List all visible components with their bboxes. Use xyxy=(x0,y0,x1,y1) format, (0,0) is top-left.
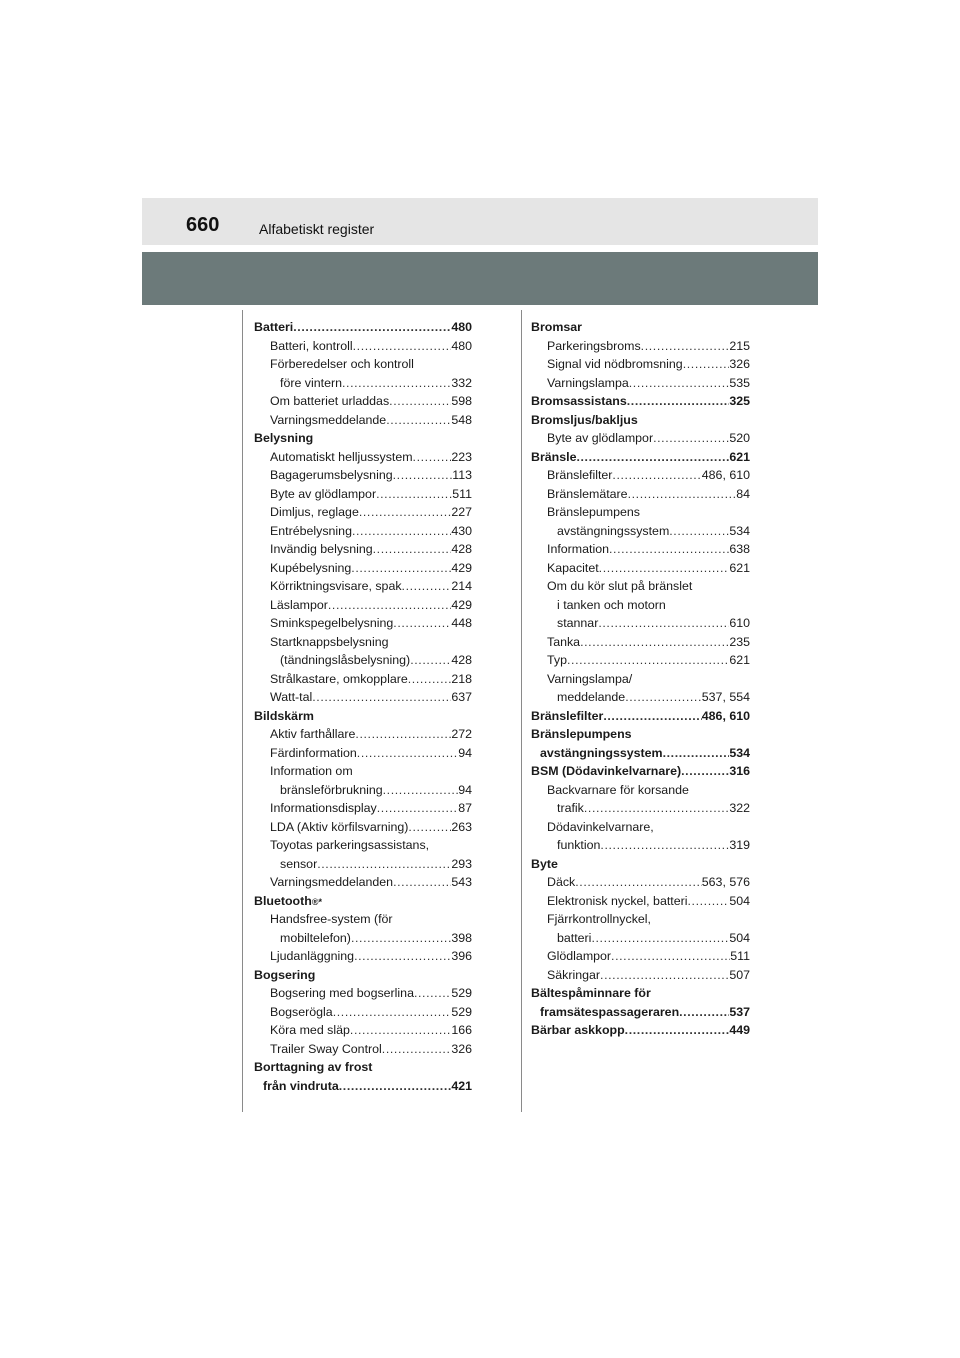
dot-leader xyxy=(414,984,451,1003)
entry-term: Bogsering med bogserlina xyxy=(270,986,414,1000)
entry-page-reference: 272 xyxy=(451,727,472,741)
dot-leader xyxy=(386,411,451,430)
entry-page-reference: 480 xyxy=(451,320,472,334)
entry-page-reference: 520 xyxy=(729,431,750,445)
entry-term: Typ xyxy=(547,653,567,667)
entry-term: Bogserögla xyxy=(270,1004,333,1019)
entry-page-reference: 621 xyxy=(729,653,750,667)
entry-page-reference: 218 xyxy=(451,671,472,686)
index-subentry xyxy=(254,485,472,504)
dot-leader xyxy=(355,725,451,744)
index-entry xyxy=(531,1021,750,1040)
dot-leader xyxy=(408,818,451,837)
entry-term: Körriktningsvisare, spak xyxy=(270,579,402,593)
index-entry xyxy=(531,762,750,781)
entry-term: batteri xyxy=(557,930,592,945)
entry-term: Watt-tal xyxy=(270,690,313,704)
entry-term: Bogsering xyxy=(254,967,316,982)
dot-leader xyxy=(576,448,729,467)
index-subentry xyxy=(254,522,472,541)
entry-term: Strålkastare, omkopplare xyxy=(270,671,408,686)
index-subentry xyxy=(531,873,750,892)
dot-leader xyxy=(339,1077,452,1096)
index-entry xyxy=(531,318,750,337)
index-subentry xyxy=(254,559,472,578)
entry-page-reference: 430 xyxy=(451,523,472,538)
index-subentry xyxy=(254,781,472,800)
dot-leader xyxy=(333,1003,452,1022)
entry-page-reference: 511 xyxy=(730,949,750,963)
entry-term: från vindruta xyxy=(263,1078,339,1093)
index-subentry xyxy=(531,466,750,485)
dot-leader xyxy=(681,762,729,781)
entry-term: Invändig belysning xyxy=(270,542,373,556)
index-subentry xyxy=(531,781,750,800)
index-subentry xyxy=(254,1003,472,1022)
dot-leader xyxy=(599,559,730,578)
index-subentry xyxy=(254,355,472,374)
entry-page-reference: 529 xyxy=(451,1004,472,1019)
entry-term: Dimljus, reglage xyxy=(270,505,359,519)
index-subentry xyxy=(531,688,750,707)
entry-term: Däck xyxy=(547,875,576,889)
entry-term: Bärbar askkopp xyxy=(531,1023,625,1037)
index-subentry xyxy=(531,1003,750,1022)
entry-term: Information xyxy=(547,542,609,556)
dot-leader xyxy=(683,355,730,374)
index-entry xyxy=(531,392,750,411)
dot-leader xyxy=(382,1040,452,1059)
entry-term: avstängningssystem xyxy=(557,523,670,538)
entry-page-reference: 448 xyxy=(451,616,472,630)
index-entry xyxy=(254,966,472,985)
dot-leader xyxy=(351,559,451,578)
dot-leader xyxy=(352,522,451,541)
entry-term: före vintern xyxy=(280,375,342,390)
index-subentry xyxy=(531,522,750,541)
index-subentry xyxy=(254,818,472,837)
index-entry xyxy=(254,1058,472,1077)
dot-leader xyxy=(611,947,730,966)
index-entry xyxy=(531,448,750,467)
index-subentry xyxy=(254,596,472,615)
index-subentry xyxy=(531,818,750,837)
index-subentry xyxy=(254,929,472,948)
dot-leader xyxy=(393,873,451,892)
entry-page-reference: 537 xyxy=(729,1004,750,1019)
entry-term: funktion xyxy=(557,838,601,852)
index-entry xyxy=(254,318,472,337)
entry-term: Batteri, kontroll xyxy=(270,338,353,353)
dot-leader xyxy=(627,392,730,411)
entry-term: sensor xyxy=(280,856,318,871)
entry-page-reference: 535 xyxy=(729,375,750,390)
entry-term: Om batteriet urladdas xyxy=(270,394,390,408)
entry-term: bränsleförbrukning xyxy=(280,782,383,797)
index-subentry xyxy=(531,577,750,596)
index-subentry xyxy=(254,577,472,596)
index-subentry xyxy=(254,392,472,411)
index-subentry xyxy=(254,651,472,670)
dot-leader xyxy=(625,688,702,707)
index-subentry xyxy=(254,337,472,356)
dot-leader xyxy=(328,596,451,615)
dot-leader xyxy=(663,744,730,763)
entry-page-reference: 621 xyxy=(729,449,750,464)
index-entry xyxy=(531,411,750,430)
entry-page-reference: 598 xyxy=(451,394,472,408)
index-column-right xyxy=(531,318,750,1040)
entry-page-reference: 504 xyxy=(729,930,750,945)
index-subentry xyxy=(254,836,472,855)
entry-term: LDA (Aktiv körfilsvarning) xyxy=(270,819,409,834)
entry-page-reference: 113 xyxy=(452,468,472,482)
entry-page-reference: 548 xyxy=(451,412,472,427)
index-subentry xyxy=(254,725,472,744)
index-entry xyxy=(531,725,750,744)
dot-leader xyxy=(353,337,452,356)
entry-term: Kapacitet xyxy=(547,560,599,575)
entry-term: trafik xyxy=(557,801,584,815)
index-subentry xyxy=(531,633,750,652)
index-subentry xyxy=(254,1077,472,1096)
entry-page-reference: 94 xyxy=(458,745,472,760)
index-subentry xyxy=(531,966,750,985)
entry-term: Borttagning av frost xyxy=(254,1060,373,1074)
entry-term: Läslampor xyxy=(270,597,328,612)
entry-term: Belysning xyxy=(254,431,314,445)
index-subentry xyxy=(531,670,750,689)
entry-term: Bränslefilter xyxy=(531,708,604,723)
entry-page-reference: 429 xyxy=(451,560,472,575)
entry-page-reference: 326 xyxy=(729,357,750,371)
index-column-left xyxy=(254,318,472,1095)
entry-term: Varningslampa xyxy=(547,375,629,390)
entry-page-reference: 87 xyxy=(458,801,472,815)
entry-term: Bromsassistans xyxy=(531,394,627,408)
entry-term: Bränslepumpens xyxy=(531,727,632,741)
entry-page-reference: 428 xyxy=(451,542,472,556)
dot-leader xyxy=(354,947,451,966)
page-number: 660 xyxy=(186,214,220,236)
dot-leader xyxy=(580,633,729,652)
entry-page-reference: 166 xyxy=(451,1023,472,1037)
entry-term: Bränslepumpens xyxy=(547,505,640,519)
index-entry xyxy=(254,429,472,448)
entry-page-reference: 543 xyxy=(451,875,472,889)
index-subentry xyxy=(531,929,750,948)
entry-term: Om du kör slut på bränslet xyxy=(547,579,693,593)
entry-term: Varningslampa/ xyxy=(547,671,633,686)
dot-leader xyxy=(376,485,452,504)
dot-leader xyxy=(293,318,451,337)
entry-term: Bränsle xyxy=(531,449,577,464)
index-subentry xyxy=(254,688,472,707)
index-subentry xyxy=(254,910,472,929)
entry-page-reference: 223 xyxy=(451,449,472,464)
index-subentry xyxy=(254,762,472,781)
dot-leader xyxy=(591,929,729,948)
entry-term: Bagagerumsbelysning xyxy=(270,468,393,482)
entry-page-reference: 396 xyxy=(451,949,472,963)
entry-term: meddelande xyxy=(557,690,626,704)
index-subentry xyxy=(531,910,750,929)
dot-leader xyxy=(575,873,702,892)
index-subentry xyxy=(254,744,472,763)
index-subentry xyxy=(531,614,750,633)
entry-term: Kupébelysning xyxy=(270,560,352,575)
index-subentry xyxy=(254,799,472,818)
entry-term: Ljudanläggning xyxy=(270,949,355,963)
entry-term: Bränslemätare xyxy=(547,486,628,501)
entry-term: Byte av glödlampor xyxy=(270,486,377,501)
dot-leader xyxy=(612,466,701,485)
index-subentry xyxy=(531,799,750,818)
dot-leader xyxy=(628,485,737,504)
entry-term: Förberedelser och kontroll xyxy=(270,357,414,371)
index-entry xyxy=(254,707,472,726)
dot-leader xyxy=(653,429,729,448)
entry-term: Backvarnare för korsande xyxy=(547,782,689,797)
dot-leader xyxy=(687,892,729,911)
entry-page-reference: 214 xyxy=(451,579,472,593)
index-subentry xyxy=(254,670,472,689)
entry-page-reference: 621 xyxy=(729,560,750,575)
entry-term: Dödavinkelvarnare, xyxy=(547,819,654,834)
dot-leader xyxy=(373,540,452,559)
entry-term: Bältespåminnare för xyxy=(531,986,651,1000)
dot-leader xyxy=(413,448,452,467)
header-band xyxy=(142,198,818,245)
entry-page-reference: 421 xyxy=(451,1078,472,1093)
entry-page-reference: 326 xyxy=(451,1041,472,1056)
dot-leader xyxy=(377,799,458,818)
dot-leader xyxy=(351,929,451,948)
entry-term: Tanka xyxy=(547,634,581,649)
entry-term: Entrébelysning xyxy=(270,523,352,538)
index-subentry xyxy=(531,337,750,356)
entry-page-reference: 94 xyxy=(458,782,472,797)
entry-page-reference: 319 xyxy=(729,838,750,852)
entry-term: Bildskärm xyxy=(254,708,314,723)
dot-leader xyxy=(402,577,452,596)
index-subentry xyxy=(531,429,750,448)
index-subentry xyxy=(254,855,472,874)
entry-page-reference: 511 xyxy=(452,486,472,501)
entry-page-reference: 610 xyxy=(729,616,750,630)
page-title: Alfabetiskt register xyxy=(259,221,375,237)
index-subentry xyxy=(531,744,750,763)
entry-page-reference: 84 xyxy=(736,486,750,501)
left-column-rule xyxy=(242,310,243,1112)
index-subentry xyxy=(531,559,750,578)
entry-term: Byte xyxy=(531,856,558,871)
index-subentry xyxy=(254,1040,472,1059)
index-subentry xyxy=(531,836,750,855)
dot-leader xyxy=(408,670,452,689)
index-subentry xyxy=(254,374,472,393)
dot-leader xyxy=(609,540,729,559)
entry-page-reference: 316 xyxy=(729,764,750,778)
dot-leader xyxy=(393,466,453,485)
entry-term: Trailer Sway Control xyxy=(270,1041,382,1056)
index-entry xyxy=(531,855,750,874)
index-subentry xyxy=(254,540,472,559)
entry-term: Information om xyxy=(270,764,353,778)
index-subentry xyxy=(254,947,472,966)
index-entry: Bluetooth ®* xyxy=(254,892,472,911)
entry-page-reference: 227 xyxy=(451,505,472,519)
index-subentry xyxy=(254,984,472,1003)
entry-term: Aktiv farthållare xyxy=(270,727,356,741)
dot-leader xyxy=(641,337,730,356)
entry-page-reference: 325 xyxy=(729,394,750,408)
entry-term: framsätespassageraren xyxy=(540,1004,680,1019)
index-subentry xyxy=(531,485,750,504)
entry-page-reference: 486, 610 xyxy=(701,468,750,482)
entry-term: Varningsmeddelande xyxy=(270,412,387,427)
entry-page-reference: 322 xyxy=(729,801,750,815)
dot-leader xyxy=(629,374,730,393)
dot-leader xyxy=(312,688,451,707)
index-subentry xyxy=(531,355,750,374)
entry-term: mobiltelefon) xyxy=(280,930,351,945)
entry-term: Säkringar xyxy=(547,967,601,982)
index-subentry xyxy=(254,448,472,467)
entry-page-reference: 504 xyxy=(729,893,750,908)
dot-leader xyxy=(410,651,451,670)
entry-page-reference: 235 xyxy=(729,634,750,649)
dot-leader xyxy=(598,614,729,633)
entry-page-reference: 638 xyxy=(729,542,750,556)
index-subentry xyxy=(254,873,472,892)
index-subentry xyxy=(531,540,750,559)
dot-leader xyxy=(317,855,451,874)
dot-leader xyxy=(600,836,729,855)
entry-term: Varningsmeddelanden xyxy=(270,875,394,889)
dot-leader xyxy=(342,374,451,393)
entry-term: Handsfree-system (för xyxy=(270,912,393,926)
entry-page-reference: 293 xyxy=(451,856,472,871)
entry-page-reference: 398 xyxy=(451,930,472,945)
entry-page-reference: 215 xyxy=(729,338,750,353)
entry-term: Toyotas parkeringsassistans, xyxy=(270,838,430,852)
entry-term: Bluetooth xyxy=(254,893,312,908)
dot-leader xyxy=(669,522,729,541)
entry-term: i tanken och motorn xyxy=(557,597,666,612)
dot-leader xyxy=(357,744,458,763)
entry-term: avstängningssystem xyxy=(540,745,663,760)
index-subentry xyxy=(531,596,750,615)
entry-term: Köra med släp xyxy=(270,1023,350,1037)
entry-term: Bromsljus/bakljus xyxy=(531,412,638,427)
index-subentry xyxy=(531,374,750,393)
index-subentry xyxy=(531,651,750,670)
index-entry xyxy=(531,707,750,726)
section-band xyxy=(142,252,818,305)
entry-term: Färdinformation xyxy=(270,745,357,760)
index-subentry xyxy=(254,614,472,633)
dot-leader xyxy=(383,781,459,800)
index-subentry xyxy=(254,1021,472,1040)
middle-column-rule xyxy=(521,310,522,1112)
entry-term: stannar xyxy=(557,616,599,630)
entry-term: Startknappsbelysning xyxy=(270,634,389,649)
dot-leader xyxy=(567,651,729,670)
dot-leader xyxy=(679,1003,729,1022)
entry-term: Informationsdisplay xyxy=(270,801,377,815)
index-subentry xyxy=(254,411,472,430)
entry-page-reference: 428 xyxy=(451,653,472,667)
entry-term: Bromsar xyxy=(531,320,582,334)
entry-term: Automatiskt helljussystem xyxy=(270,449,413,464)
entry-page-reference: 263 xyxy=(451,819,472,834)
entry-term: Batteri xyxy=(254,320,294,334)
index-subentry xyxy=(531,892,750,911)
index-entry xyxy=(531,984,750,1003)
entry-page-reference: 637 xyxy=(451,690,472,704)
dot-leader xyxy=(600,966,729,985)
dot-leader xyxy=(625,1021,730,1040)
entry-page-reference: 537, 554 xyxy=(701,690,750,704)
dot-leader xyxy=(584,799,729,818)
entry-page-reference: 529 xyxy=(451,986,472,1000)
entry-term: BSM (Dödavinkelvarnare) xyxy=(531,764,682,778)
entry-term: (tändningslåsbelysning) xyxy=(280,653,411,667)
entry-page-reference: 449 xyxy=(729,1023,750,1037)
index-subentry xyxy=(531,947,750,966)
entry-term: Elektronisk nyckel, batteri xyxy=(547,893,688,908)
index-subentry xyxy=(531,503,750,522)
index-subentry xyxy=(254,503,472,522)
index-subentry xyxy=(254,466,472,485)
entry-page-reference: 332 xyxy=(451,375,472,390)
entry-term: Bränslefilter xyxy=(547,468,613,482)
entry-page-reference: 480 xyxy=(451,338,472,353)
entry-page-reference: 507 xyxy=(729,967,750,982)
index-subentry xyxy=(254,633,472,652)
entry-page-reference: 486, 610 xyxy=(701,708,750,723)
entry-page-reference: 563, 576 xyxy=(701,875,750,889)
dot-leader xyxy=(393,614,451,633)
entry-term: Parkeringsbroms xyxy=(547,338,641,353)
entry-term: Byte av glödlampor xyxy=(547,431,654,445)
dot-leader xyxy=(603,707,701,726)
entry-page-reference: 534 xyxy=(729,523,750,538)
entry-term: Sminkspegelbelysning xyxy=(270,616,394,630)
entry-page-reference: 429 xyxy=(451,597,472,612)
dot-leader xyxy=(350,1021,451,1040)
entry-page-reference: 534 xyxy=(729,745,750,760)
entry-term: Signal vid nödbromsning xyxy=(547,357,683,371)
dot-leader xyxy=(389,392,451,411)
entry-term: Fjärrkontrollnyckel, xyxy=(547,912,651,926)
entry-term: Glödlampor xyxy=(547,949,612,963)
dot-leader xyxy=(359,503,451,522)
